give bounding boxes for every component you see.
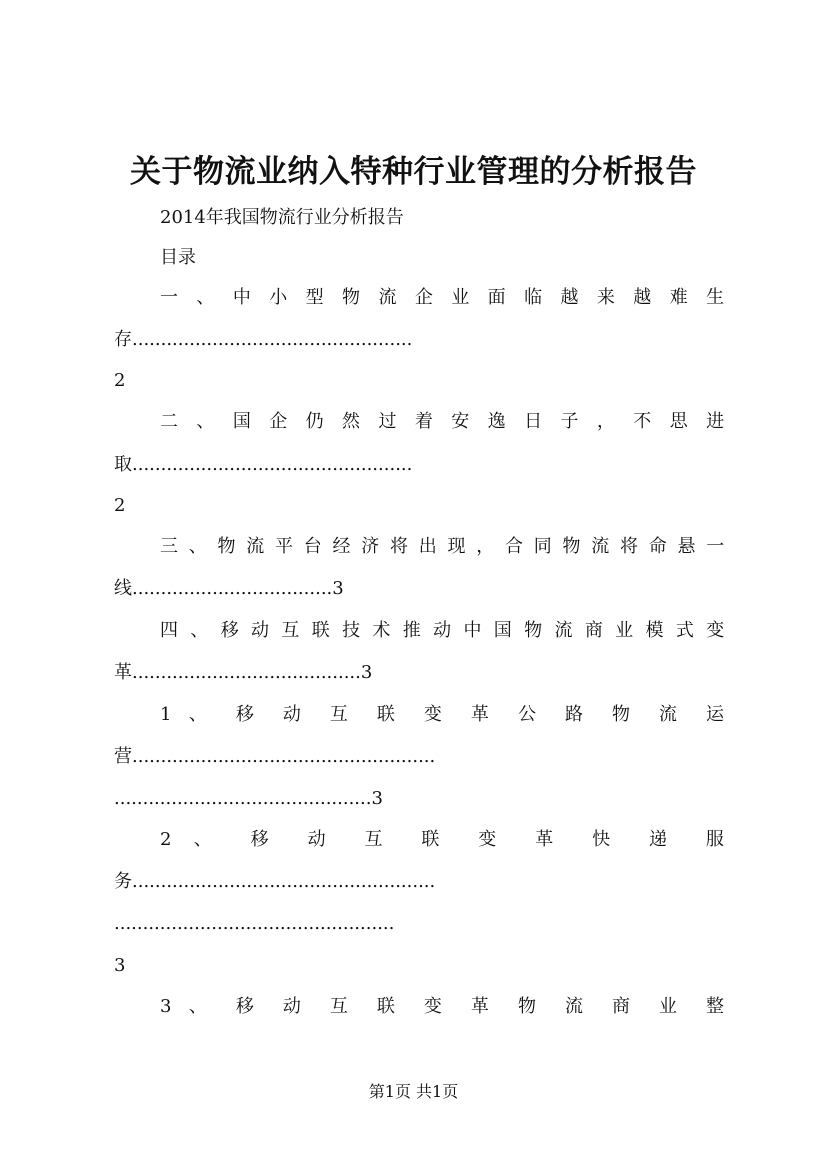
page-footer: 第1页 共1页 <box>368 1082 459 1101</box>
toc-entry-line: ................................................. <box>114 913 395 934</box>
toc-page-number: 2 <box>114 495 126 516</box>
toc-entry-line: 革........................................3 <box>114 662 373 683</box>
toc-entry-line: 2 、 移 动 互 联 变 革 快 递 服 <box>160 829 724 850</box>
toc-entry-line: 3 、 移 动 互 联 变 革 物 流 商 业 整 <box>160 996 724 1017</box>
toc-entry-line: 务..................................................... <box>114 871 436 892</box>
toc-entry-line: 三 、 物 流 平 台 经 济 将 出 现 ， 合 同 物 流 将 命 悬 一 <box>160 536 724 557</box>
toc-page-number: 2 <box>114 370 126 391</box>
toc-entry-line: 1 、 移 动 互 联 变 革 公 路 物 流 运 <box>160 704 724 725</box>
toc-entry-line: 二 、 国 企 仍 然 过 着 安 逸 日 子 ， 不 思 进 <box>160 411 724 432</box>
toc-entry-line: 存................................................. <box>114 329 413 350</box>
toc-heading: 目录 <box>160 247 196 268</box>
toc-entry-line: .............................................3 <box>114 788 383 809</box>
document-subtitle: 2014年我国物流行业分析报告 <box>160 207 404 228</box>
toc-entry-line: 线...................................3 <box>114 578 344 599</box>
toc-entry-line: 营..................................................... <box>114 746 436 767</box>
toc-entry-line: 一 、 中 小 型 物 流 企 业 面 临 越 来 越 难 生 <box>160 287 724 308</box>
toc-entry-line: 取................................................. <box>114 454 413 475</box>
document-title: 关于物流业纳入特种行业管理的分析报告 <box>130 154 697 190</box>
toc-page-number: 3 <box>114 955 126 976</box>
toc-entry-line: 四 、 移 动 互 联 技 术 推 动 中 国 物 流 商 业 模 式 变 <box>160 620 724 641</box>
